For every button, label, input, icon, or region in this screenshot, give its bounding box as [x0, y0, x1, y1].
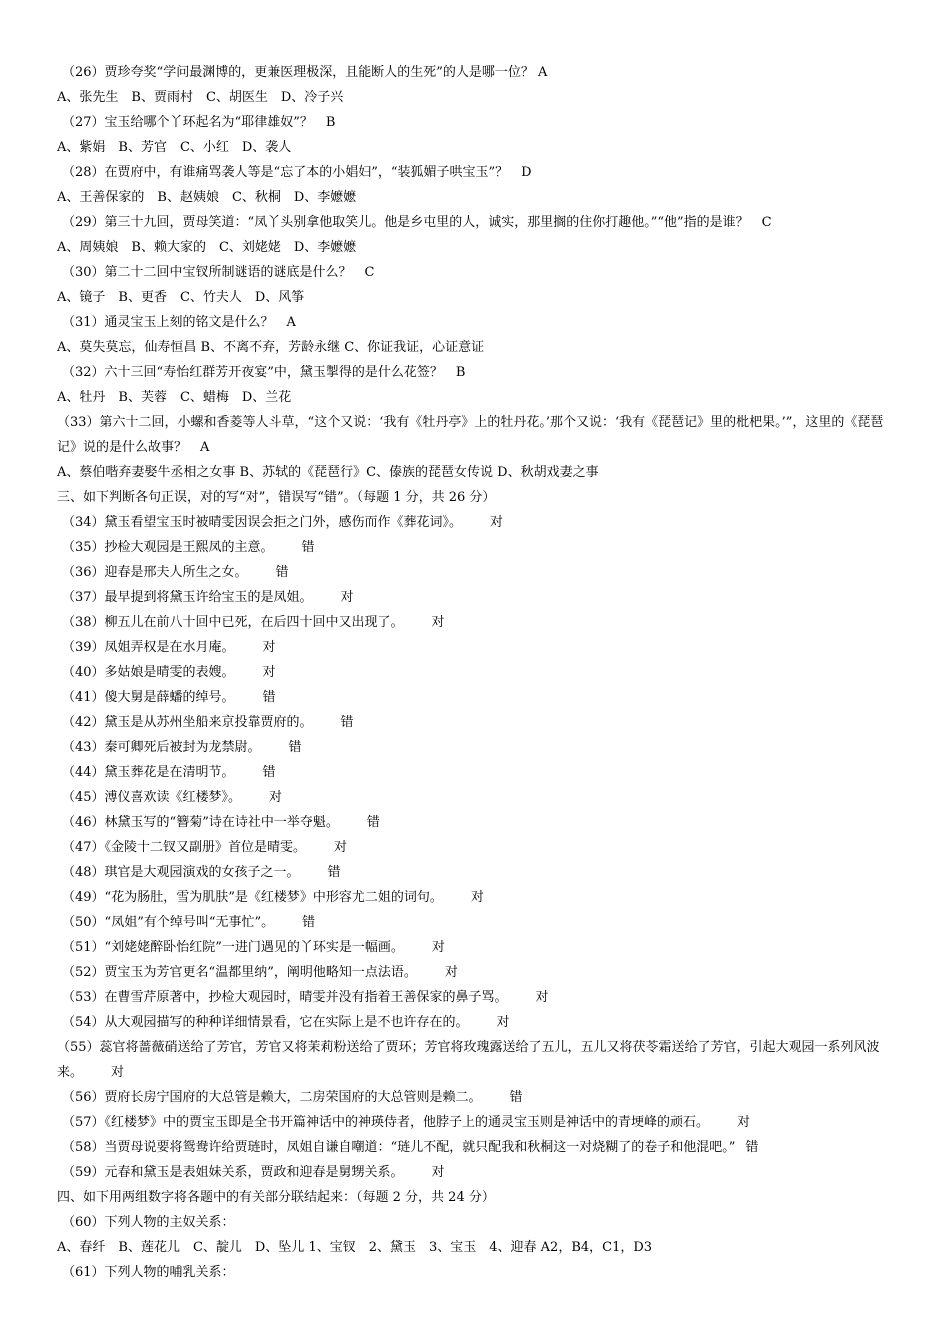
answer-40: 对	[262, 665, 276, 680]
question-48: （48）琪官是大观园演戏的女孩子之一。 错	[62, 865, 341, 880]
answer-34: 对	[490, 515, 504, 530]
question-59: （59）元春和黛玉是表姐妹关系，贾政和迎春是舅甥关系。 对	[62, 1165, 445, 1180]
options-28: A、王善保家的 B、赵姨娘 C、秋桐 D、李嬷嬷	[57, 190, 357, 205]
answer-52: 对	[444, 965, 458, 980]
question-56: （56）贾府长房宁国府的大总管是赖大，二房荣国府的大总管则是赖二。 错	[62, 1090, 523, 1105]
question-49: （49）“花为肠肚，雪为肌肤”是《红楼梦》中形容尤二姐的词句。 对	[62, 890, 484, 905]
question-26: （26）贾珍夸奖“学问最渊博的，更兼医理极深，且能断人的生死”的人是哪一位？ A	[62, 65, 548, 80]
options-33: A、蔡伯喈弃妻娶牛丞相之女事 B、苏轼的《琵琶行》C、傣族的琵琶女传说 D、秋胡戏妻之事	[57, 465, 599, 480]
section-3-heading: 三、如下判断各句正误，对的写“对”，错误写“错”。（每题 1 分，共 26 分）	[57, 490, 496, 505]
options-32: A、牡丹 B、芙蓉 C、蜡梅 D、兰花	[57, 390, 292, 405]
answer-55: 对	[111, 1065, 125, 1080]
question-50: （50）“凤姐”有个绰号叫“无事忙”。 错	[62, 915, 316, 930]
question-39: （39）凤姐弄权是在水月庵。 对	[62, 640, 276, 655]
options-26: A、张先生 B、贾雨村 C、胡医生 D、冷子兴	[57, 90, 344, 105]
question-57: （57）《红楼梦》中的贾宝玉即是全书开篇神话中的神瑛侍者，他脖子上的通灵宝玉则是神话中的青埂峰的顽石。 对	[62, 1115, 751, 1130]
question-58: （58）当贾母说要将鸳鸯许给贾琏时，凤姐自谦自嘲道：“琏儿不配，就只配我和秋桐这一对烧糊了的卷子和他混吧。” 错	[62, 1140, 759, 1155]
question-60: （60）下列人物的主奴关系：	[62, 1215, 235, 1230]
options-31: A、莫失莫忘，仙寿恒昌 B、不离不弃，芳龄永继 C、你证我证，心证意证	[57, 340, 485, 355]
answer-58: 错	[745, 1140, 759, 1155]
question-36: （36）迎春是邢夫人所生之女。 错	[62, 565, 289, 580]
answer-39: 对	[262, 640, 276, 655]
question-41: （41）傻大舅是薛蟠的绰号。 错	[62, 690, 276, 705]
question-29: （29）第三十九回，贾母笑道：“凤丫头别拿他取笑儿。他是乡屯里的人，诚实，那里搁的住你打趣他。”“他”指的是谁？ C	[62, 215, 772, 230]
question-44: （44）黛玉葬花是在清明节。 错	[62, 765, 276, 780]
question-45: （45）溥仪喜欢读《红楼梦》。 对	[62, 790, 283, 805]
answer-45: 对	[269, 790, 283, 805]
question-31: （31）通灵宝玉上刻的铭文是什么？ A	[62, 315, 296, 330]
answer-53: 对	[535, 990, 549, 1005]
answer-44: 错	[262, 765, 276, 780]
answer-56: 错	[509, 1090, 523, 1105]
answer-51: 对	[431, 940, 445, 955]
question-51: （51）“刘姥姥醉卧怡红院”一进门遇见的丫环实是一幅画。 对	[62, 940, 445, 955]
question-42: （42）黛玉是从苏州坐船来京投靠贾府的。 错	[62, 715, 354, 730]
question-53: （53）在曹雪芹原著中，抄检大观园时，晴雯并没有指着王善保家的鼻子骂。 对	[62, 990, 549, 1005]
question-32: （32）六十三回“寿怡红群芳开夜宴”中，黛玉掣得的是什么花签？ B	[62, 365, 466, 380]
question-54: （54）从大观园描写的种种详细情景看，它在实际上是不也许存在的。 对	[62, 1015, 510, 1030]
question-47: （47）《金陵十二钗又副册》首位是晴雯。 对	[62, 840, 348, 855]
question-61: （61）下列人物的哺乳关系：	[62, 1265, 235, 1280]
answer-54: 对	[496, 1015, 510, 1030]
question-37: （37）最早提到将黛玉许给宝玉的是凤姐。 对	[62, 590, 354, 605]
answer-49: 对	[470, 890, 484, 905]
question-38: （38）柳五儿在前八十回中已死，在后四十回中又出现了。 对	[62, 615, 445, 630]
answer-35: 错	[301, 540, 315, 555]
answer-36: 错	[275, 565, 289, 580]
question-40: （40）多姑娘是晴雯的表嫂。 对	[62, 665, 276, 680]
answer-42: 错	[340, 715, 354, 730]
question-46: （46）林黛玉写的“簪菊”诗在诗社中一举夺魁。 错	[62, 815, 380, 830]
question-43: （43）秦可卿死后被封为龙禁尉。 错	[62, 740, 302, 755]
answer-46: 错	[366, 815, 380, 830]
question-28: （28）在贾府中，有谁痛骂袭人等是“忘了本的小娼妇”，“装狐媚子哄宝玉”？ D	[62, 165, 532, 180]
answer-50: 错	[302, 915, 316, 930]
question-52: （52）贾宝玉为芳官更名“温都里纳”，阐明他略知一点法语。 对	[62, 965, 458, 980]
question-34: （34）黛玉看望宝玉时被晴雯因误会拒之门外，感伤而作《葬花词》。 对	[62, 515, 504, 530]
options-30: A、镜子 B、更香 C、竹夫人 D、风筝	[57, 290, 305, 305]
answer-57: 对	[737, 1115, 751, 1130]
question-33: （33）第六十二回，小螺和香菱等人斗草，“这个又说：‘我有《牡丹亭》上的牡丹花。’那个又说：‘我有《琵琶记》里的枇杷果。’”，这里的《琵琶记》说的是什么故事？ A	[57, 415, 884, 455]
answer-47: 对	[334, 840, 348, 855]
question-35: （35）抄检大观园是王熙凤的主意。 错	[62, 540, 315, 555]
question-30: （30）第二十二回中宝钗所制谜语的谜底是什么？ C	[62, 265, 375, 280]
answer-48: 错	[327, 865, 341, 880]
options-29: A、周姨娘 B、赖大家的 C、刘姥姥 D、李嬷嬷	[57, 240, 357, 255]
question-27: （27）宝玉给哪个丫环起名为“耶律雄奴”？ B	[62, 115, 336, 130]
answer-41: 错	[262, 690, 276, 705]
options-60: A、春纤 B、莲花儿 C、靛儿 D、坠儿 1、宝钗 2、黛玉 3、宝玉 4、迎春 A2，B4，C1，D3	[57, 1240, 653, 1255]
answer-37: 对	[340, 590, 354, 605]
section-4-heading: 四、如下用两组数字将各题中的有关部分联结起来：（每题 2 分，共 24 分）	[57, 1190, 495, 1205]
answer-38: 对	[431, 615, 445, 630]
options-27: A、紫娟 B、芳官 C、小红 D、袭人	[57, 140, 292, 155]
answer-59: 对	[431, 1165, 445, 1180]
question-55: （55）蕊官将蔷薇硝送给了芳官，芳官又将茉莉粉送给了贾环；芳官将玫瑰露送给了五儿，五儿又将茯苓霜送给了芳官，引起大观园一系列风波来。 对	[57, 1035, 902, 1085]
answer-43: 错	[288, 740, 302, 755]
